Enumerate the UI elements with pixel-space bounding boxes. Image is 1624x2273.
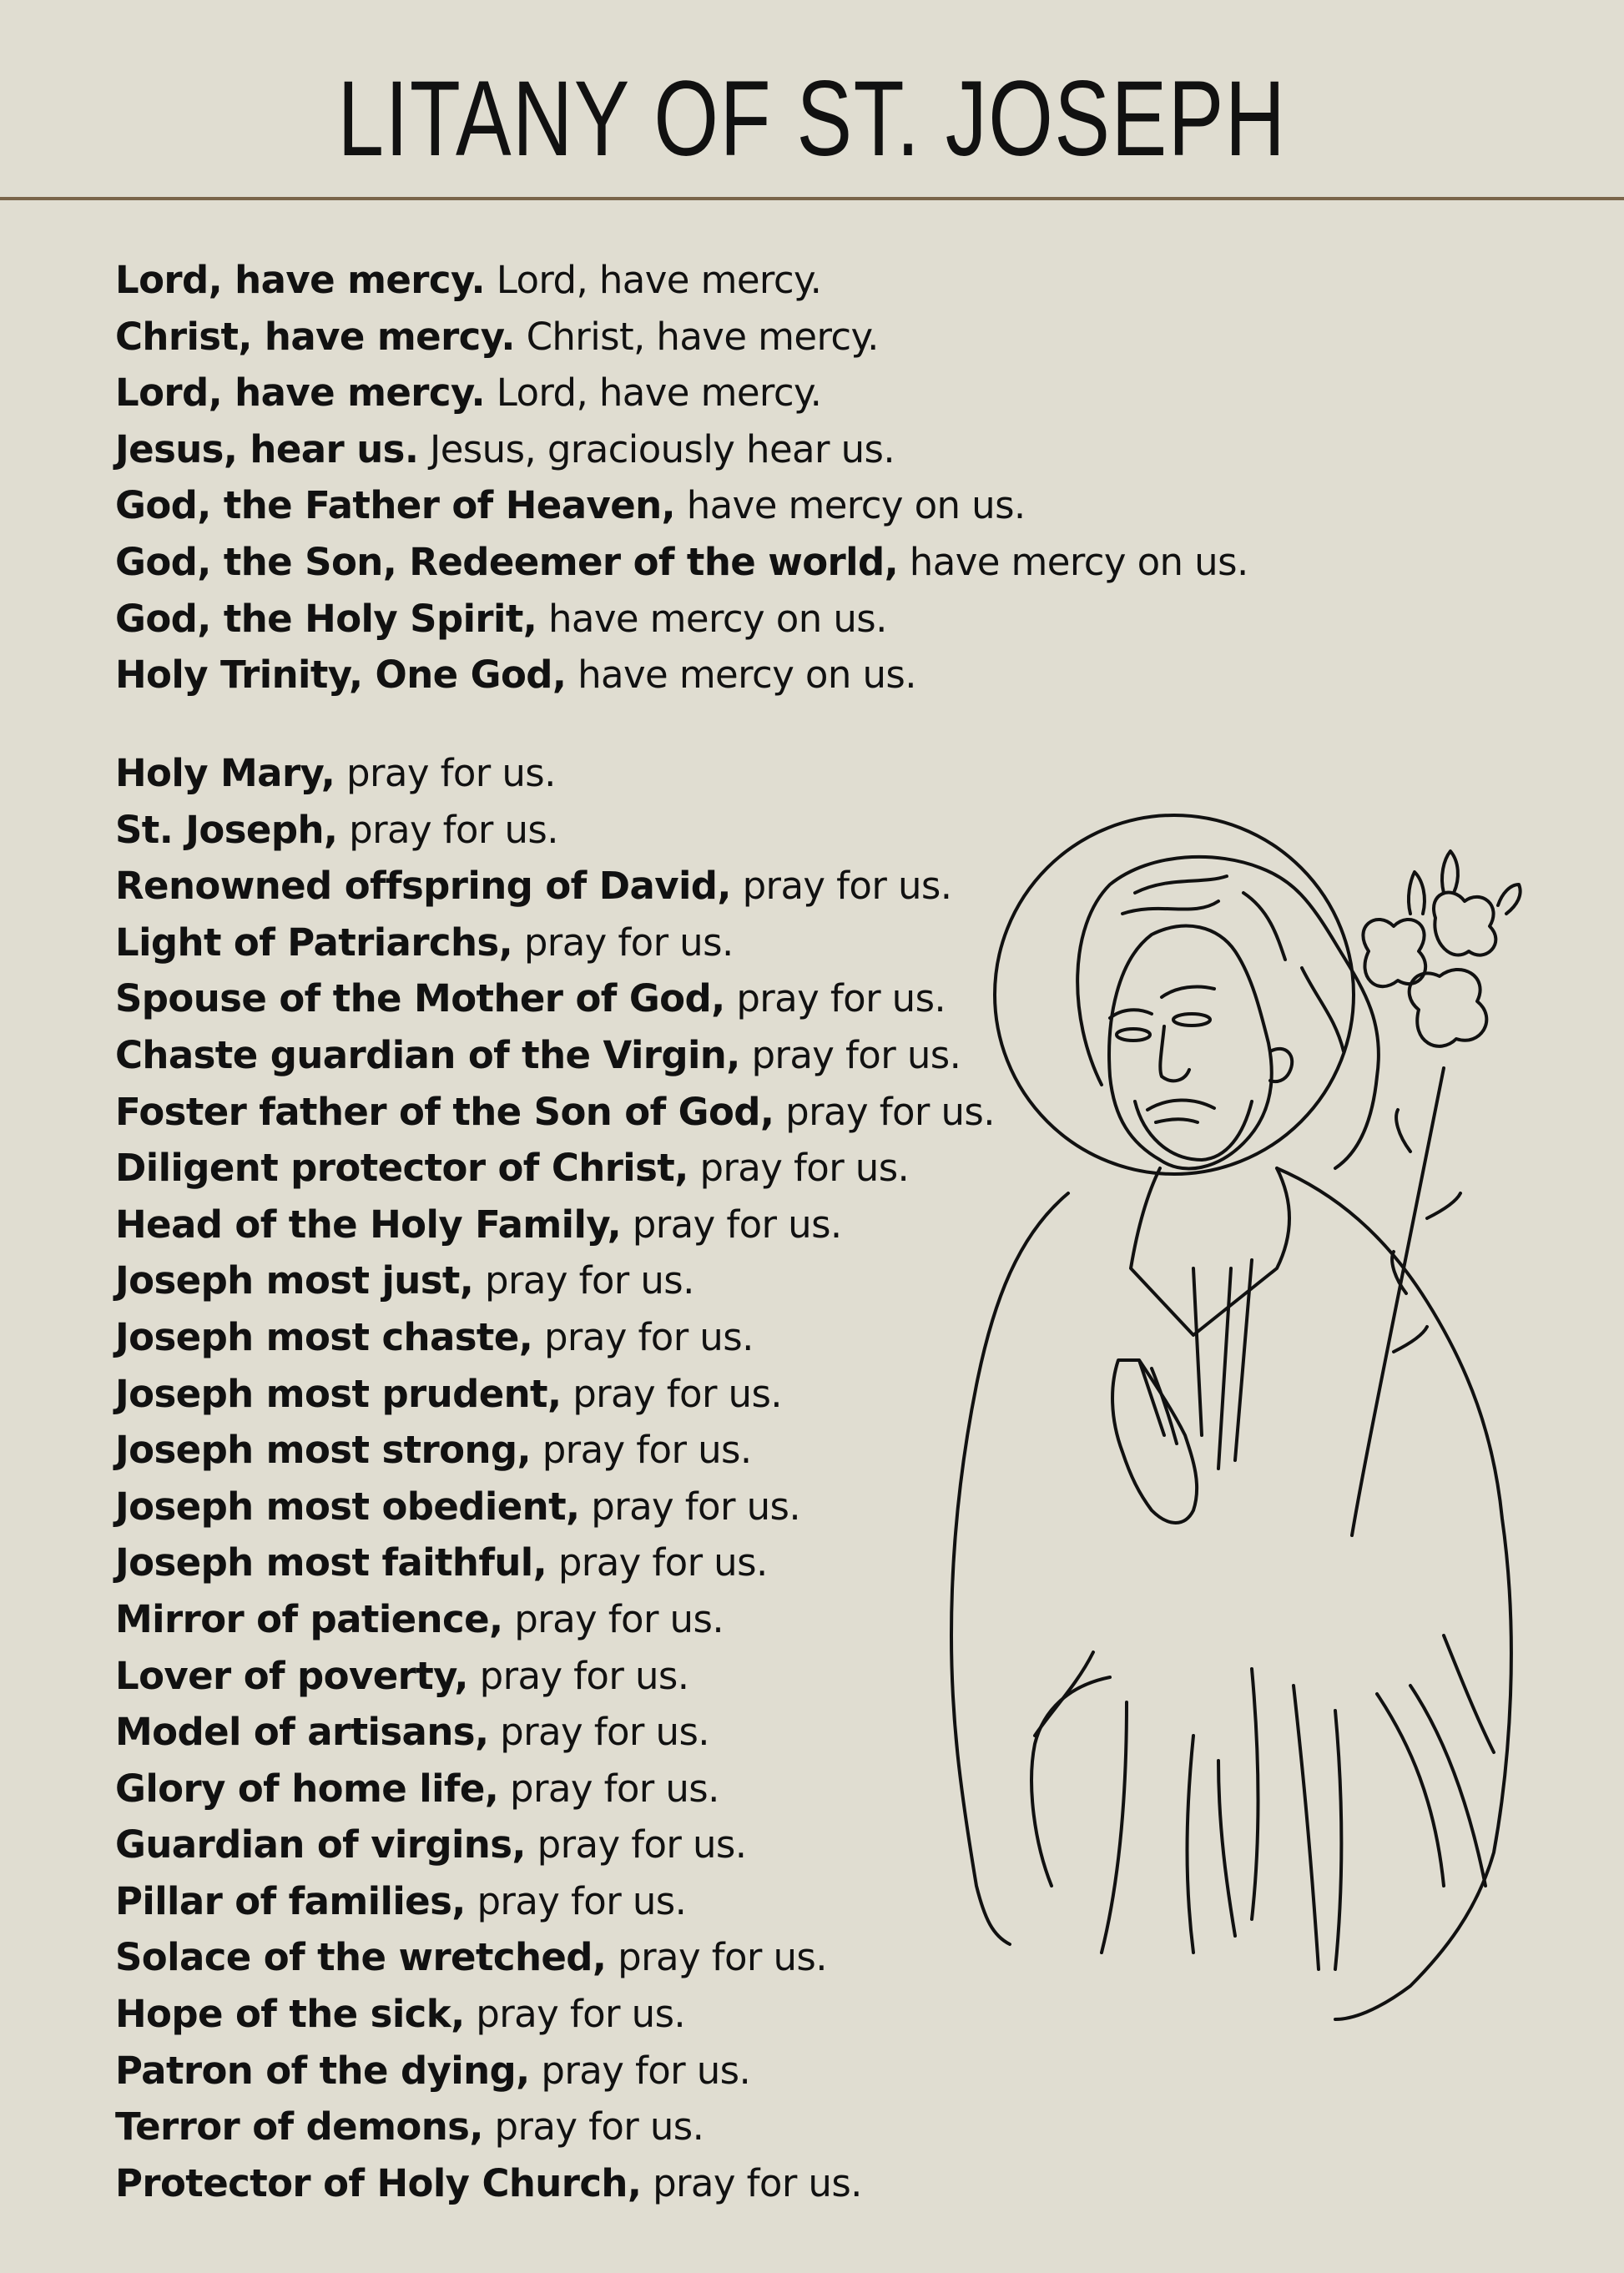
lily-stem [1352,1068,1444,1535]
response-text: pray for us. [476,1992,686,2037]
response-text: pray for us. [346,751,556,795]
response-text: pray for us. [477,1878,687,1923]
response-text: pray for us. [349,807,558,852]
litany-line [115,2155,995,2212]
litany-line [115,1366,995,1423]
response-text: pray for us. [736,976,946,1021]
litany-line [115,252,1248,309]
litany-line [115,1591,995,1648]
invocation-text: Glory of home life, [115,1766,499,1811]
invocation-text: Mirror of patience, [115,1596,503,1641]
invocation-text: Joseph most strong, [115,1428,531,1473]
response-text: pray for us. [742,864,952,909]
eye-right [1173,1014,1210,1026]
invocation-text: Christ, have mercy. [115,314,515,359]
invocation-text: St. Joseph, [115,807,338,852]
invocation-text: Joseph most faithful, [115,1540,547,1585]
invocation-text: Light of Patriarchs, [115,920,513,965]
response-text: pray for us. [500,1710,709,1755]
response-text: have mercy on us. [686,483,1026,528]
praying-hands [1112,1360,1197,1523]
response-text: Christ, have mercy. [526,314,879,359]
invocation-text: Joseph most prudent, [115,1371,562,1416]
invocation-text: Joseph most just, [115,1258,474,1303]
response-text: pray for us. [785,1089,995,1134]
litany-line [115,802,995,859]
invocation-text: Joseph most obedient, [115,1484,580,1529]
litany-line [115,2099,995,2155]
invocation-text: Lord, have mercy. [115,258,486,302]
litany-line [115,1479,995,1535]
litany-line [115,1422,995,1479]
litany-line [115,858,995,915]
litany-line [115,2043,995,2099]
response-text: pray for us. [572,1371,783,1416]
response-text: pray for us. [494,2104,704,2150]
response-text: pray for us. [632,1202,842,1247]
invocation-text: Head of the Holy Family, [115,1202,622,1247]
response-text: pray for us. [479,1653,689,1698]
response-text: pray for us. [557,1540,768,1585]
response-text: pray for us. [618,1935,827,1980]
invocation-text: Protector of Holy Church, [115,2160,642,2205]
litany-line [115,970,995,1027]
litany-line [115,1027,995,1084]
response-text: Jesus, graciously hear us. [430,426,895,471]
response-text: have mercy on us. [547,596,887,641]
litany-line [115,421,1248,478]
litany-line [115,1648,995,1705]
litany-line [115,365,1248,421]
invocation-text: Jesus, hear us. [115,426,419,471]
response-text: have mercy on us. [577,653,916,698]
litany-line [115,1084,995,1141]
response-text: pray for us. [653,2160,862,2205]
invocation-text: Patron of the dying, [115,2048,530,2093]
invocation-text: God, the Father of Heaven, [115,483,676,528]
response-text: pray for us. [510,1766,719,1811]
litany-line [115,1252,995,1309]
response-text: pray for us. [541,2048,751,2093]
litany-line [115,915,995,971]
response-text: Lord, have mercy. [496,370,822,416]
invocation-text: Guardian of virgins, [115,1822,526,1867]
litany-line [115,647,1248,703]
invocation-text: Hope of the sick, [115,1992,465,2037]
st-joseph-drawing [943,801,1577,2069]
invocation-text: Solace of the wretched, [115,1935,607,1980]
response-text: pray for us. [543,1314,754,1359]
eye-left [1117,1029,1150,1041]
litany-line [115,1929,995,1986]
robe [951,1193,1068,1944]
response-text: have mercy on us. [909,539,1248,584]
response-text: pray for us. [537,1822,747,1867]
response-text: pray for us. [485,1258,694,1303]
invocation-text: Terror of demons, [115,2104,483,2150]
invocation-text: Chaste guardian of the Virgin, [115,1032,740,1077]
response-text: pray for us. [699,1146,910,1191]
litany-line [115,477,1248,534]
litany-line [115,1873,995,1930]
title-divider [0,197,1624,200]
litany-line [115,1986,995,2043]
invocation-text: Holy Trinity, One God, [115,653,567,698]
litany-line [115,745,995,802]
litany-line [115,1140,995,1197]
face [1109,926,1272,1169]
invocation-text: Renowned offspring of David, [115,864,731,909]
litany-line [115,1197,995,1253]
response-text: pray for us. [591,1484,801,1529]
response-text: pray for us. [542,1428,752,1473]
invocation-text: Foster father of the Son of God, [115,1089,774,1134]
invocation-text: Lover of poverty, [115,1653,468,1698]
litany-line [115,1761,995,1817]
litany-line [115,1309,995,1366]
invocation-text: Holy Mary, [115,751,335,795]
collar [1131,1168,1289,1335]
litany-line [115,1704,995,1761]
litany-line [115,1817,995,1873]
litany-section-invocations [115,745,995,2211]
litany-line [115,1535,995,1591]
litany-line [115,534,1248,591]
invocation-text: Pillar of families, [115,1878,466,1923]
invocation-text: Model of artisans, [115,1710,489,1755]
invocation-text: God, the Son, Redeemer of the world, [115,539,899,584]
st-joseph-illustration [943,801,1577,2069]
invocation-text: Diligent protector of Christ, [115,1146,688,1191]
invocation-text: Lord, have mercy. [115,370,486,416]
litany-section-kyrie [115,252,1248,703]
lily-flowers-icon [1363,851,1520,1046]
response-text: pray for us. [514,1596,724,1641]
response-text: pray for us. [523,920,734,965]
litany-line [115,591,1248,648]
response-text: pray for us. [751,1032,961,1077]
litany-line [115,309,1248,365]
response-text: Lord, have mercy. [496,258,822,302]
invocation-text: Spouse of the Mother of God, [115,976,725,1021]
page-title: LITANY OF ST. JOSEPH [337,59,1287,179]
invocation-text: Joseph most chaste, [115,1314,533,1359]
invocation-text: God, the Holy Spirit, [115,596,537,641]
